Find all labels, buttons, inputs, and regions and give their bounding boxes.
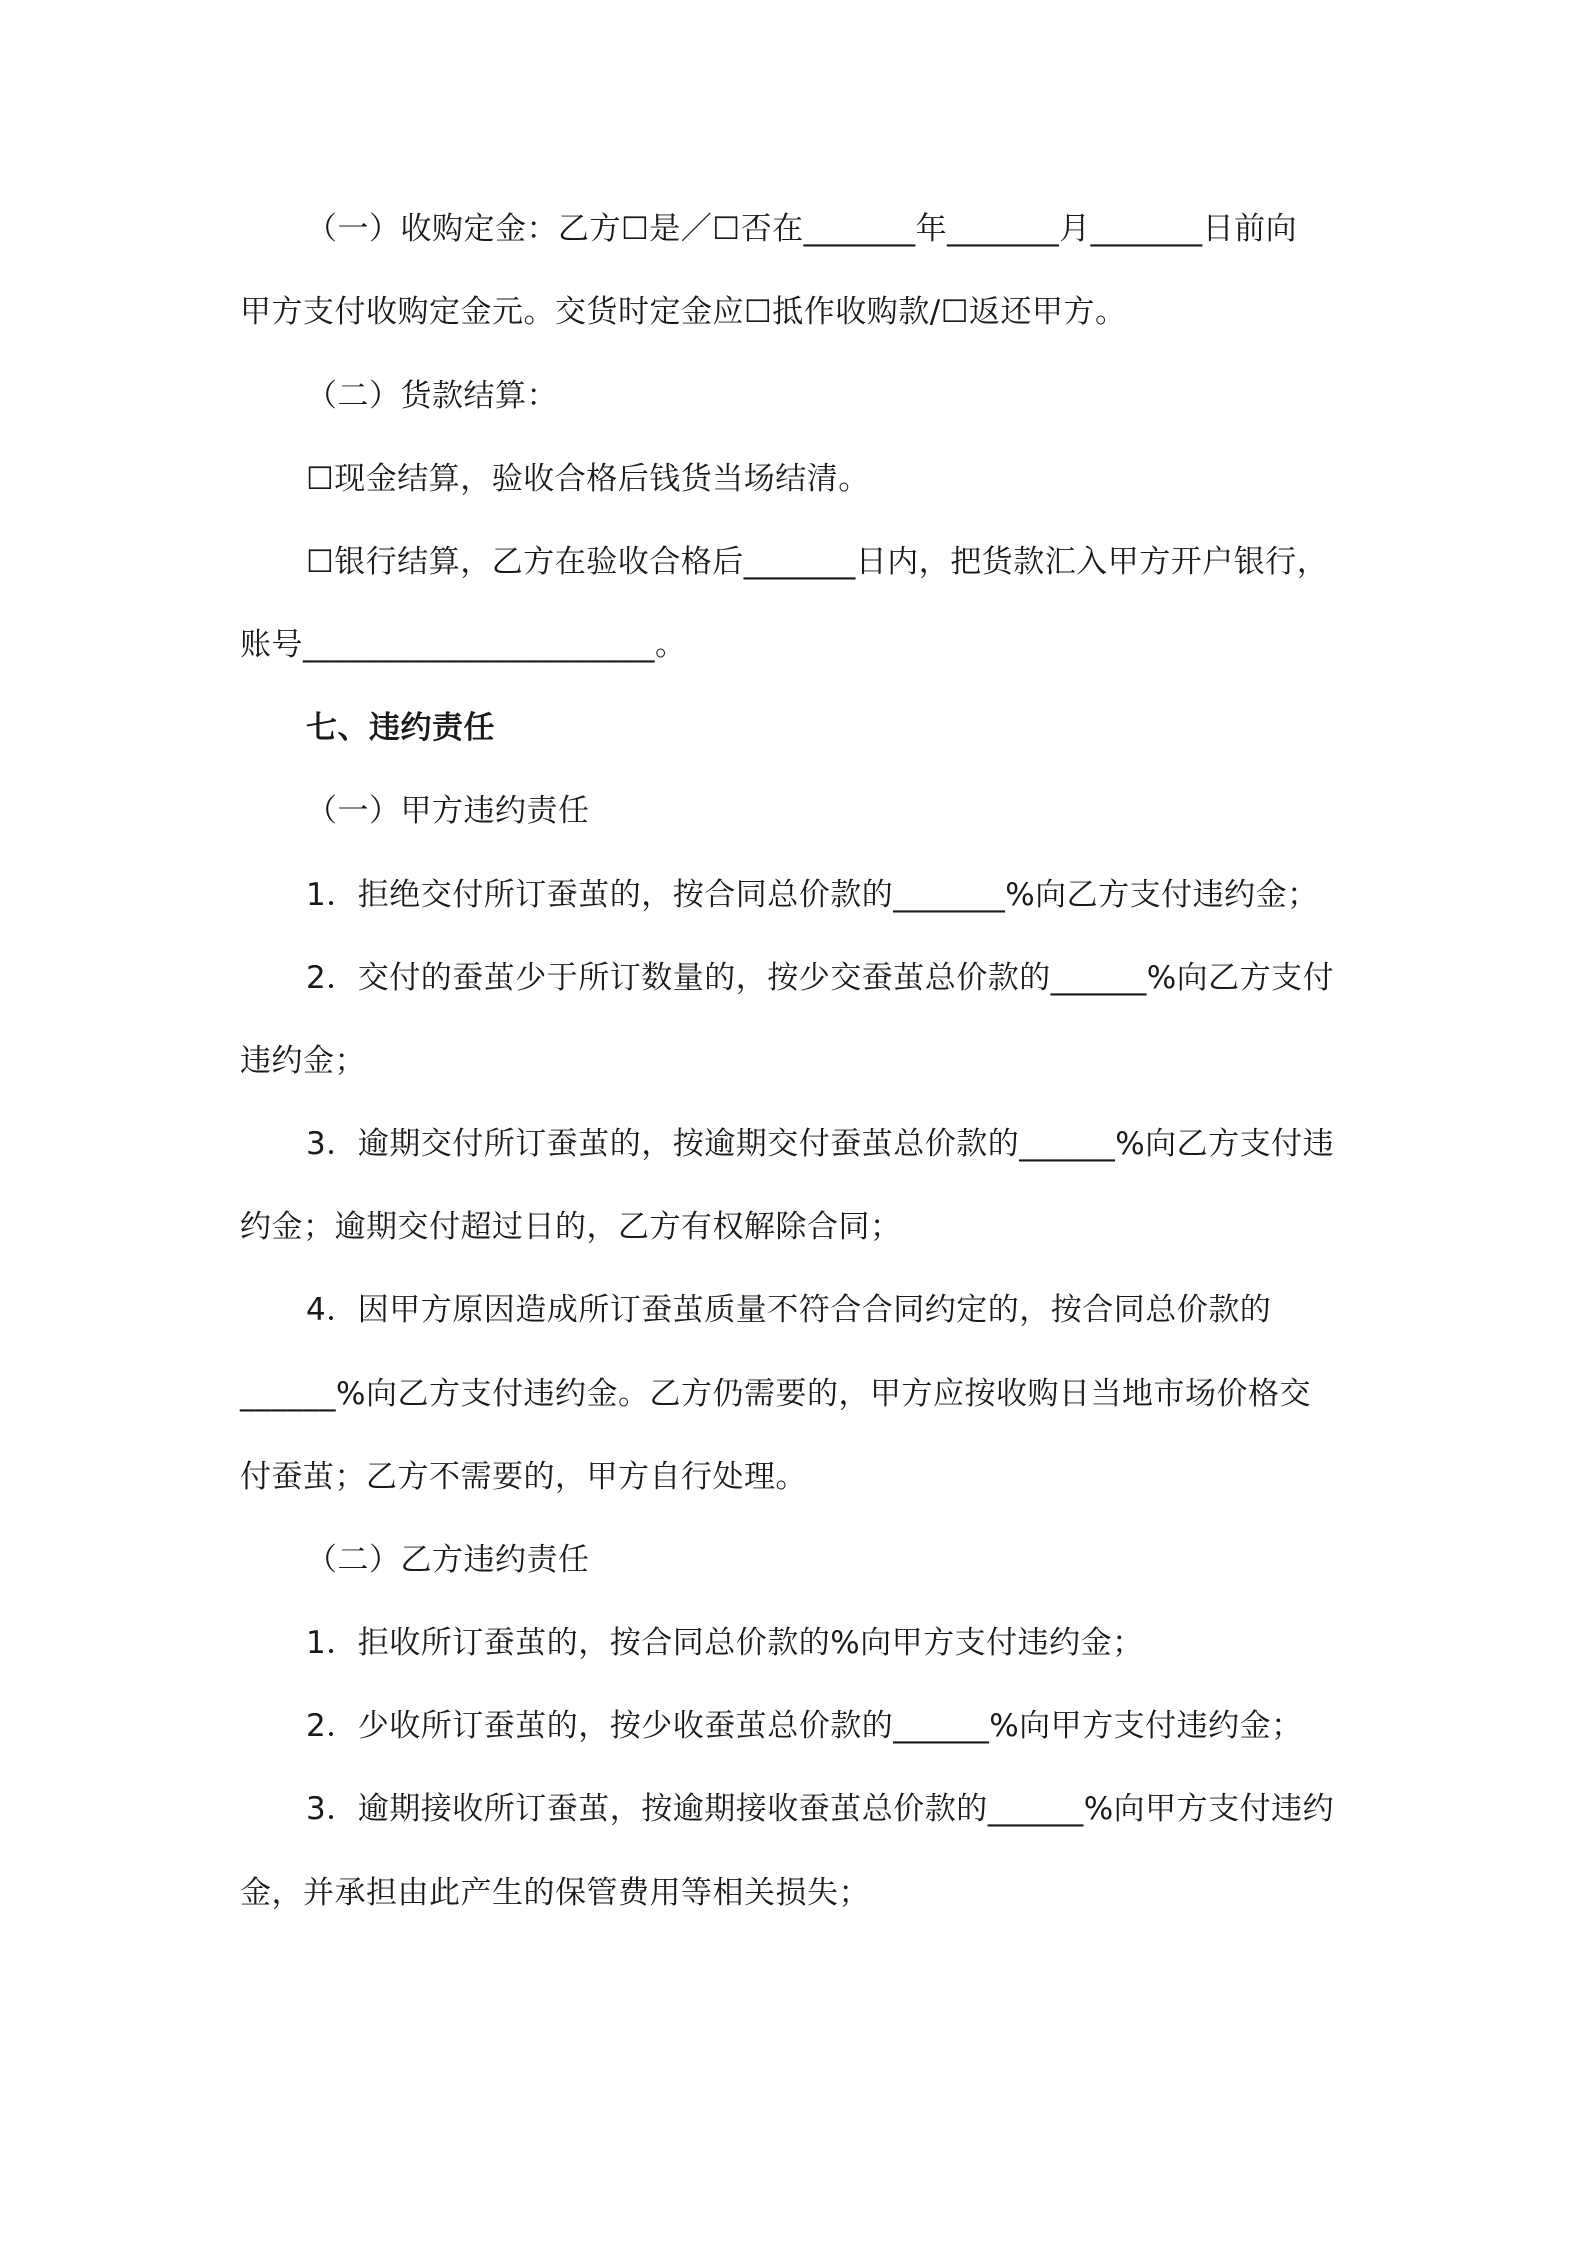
party-a-liability-heading: （一）甲方违约责任 <box>306 793 590 829</box>
party-b-clause-2: 2．少收所订蚕茧的，按少收蚕茧总价款的______%向甲方支付违约金； <box>306 1708 1303 1744</box>
section-heading-liability: 七、违约责任 <box>306 710 495 746</box>
party-a-clause-3-line-1: 3．逾期交付所订蚕茧的，按逾期交付蚕茧总价款的______%向乙方支付违 <box>306 1126 1335 1162</box>
party-b-clause-3-line-2: 金，并承担由此产生的保管费用等相关损失； <box>240 1875 870 1911</box>
party-a-clause-1: 1．拒绝交付所订蚕茧的，按合同总价款的_______%向乙方支付违约金； <box>306 877 1319 913</box>
payment-settlement-heading: （二）货款结算： <box>306 378 558 414</box>
party-a-clause-2-line-1: 2．交付的蚕茧少于所订数量的，按少交蚕茧总价款的______%向乙方支付 <box>306 960 1335 996</box>
deposit-clause-line-1: （一）收购定金：乙方☐是／☐否在_______年_______月_______日前向 <box>306 211 1298 247</box>
party-b-clause-3-line-1: 3．逾期接收所订蚕茧，按逾期接收蚕茧总价款的______%向甲方支付违约 <box>306 1791 1335 1827</box>
bank-settlement-option-line-1: ☐银行结算，乙方在验收合格后_______日内，把货款汇入甲方开户银行， <box>306 544 1329 580</box>
party-a-clause-4-line-3: 付蚕茧；乙方不需要的，甲方自行处理。 <box>240 1459 807 1495</box>
deposit-clause-line-2: 甲方支付收购定金元。交货时定金应☐抵作收购款/☐返还甲方。 <box>240 294 1127 330</box>
party-a-clause-3-line-2: 约金；逾期交付超过日的，乙方有权解除合同； <box>240 1209 902 1245</box>
party-a-clause-4-line-1: 4．因甲方原因造成所订蚕茧质量不符合合同约定的，按合同总价款的 <box>306 1292 1272 1328</box>
party-b-clause-1: 1．拒收所订蚕茧的，按合同总价款的%向甲方支付违约金； <box>306 1625 1144 1661</box>
cash-settlement-option: ☐现金结算，验收合格后钱货当场结清。 <box>306 461 870 497</box>
party-a-clause-4-line-2: ______%向乙方支付违约金。乙方仍需要的，甲方应按收购日当地市场价格交 <box>240 1376 1311 1412</box>
party-a-clause-2-line-2: 违约金； <box>240 1043 366 1079</box>
party-b-liability-heading: （二）乙方违约责任 <box>306 1542 590 1578</box>
bank-settlement-option-line-2: 账号______________________。 <box>240 627 687 663</box>
